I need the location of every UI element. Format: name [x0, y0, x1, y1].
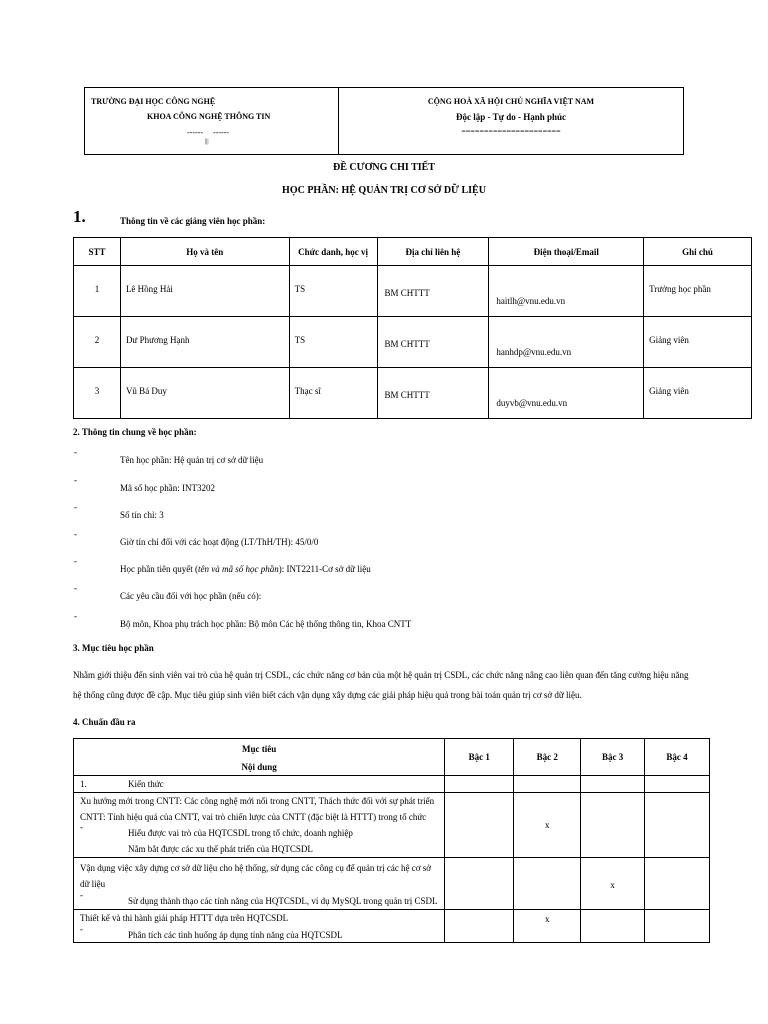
list-bullet: - — [74, 611, 77, 621]
list-bullet: - — [74, 447, 77, 457]
knowledge-label: Kiến thức — [128, 779, 164, 789]
prerequisite-italic: tên và mã số học phần — [197, 564, 279, 574]
prerequisite-prefix: Học phần tiên quyết ( — [120, 564, 198, 574]
prerequisite-item — [120, 564, 371, 574]
list-bullet: - — [80, 890, 83, 900]
level-header: Bậc 4 — [645, 739, 710, 776]
outcome-text: Thiết kế và thi hành giải pháp HTTT dựa trên HQTCSDL — [80, 913, 289, 923]
course-code-item: Mã số học phần: INT3202 — [120, 483, 215, 493]
row-stt: 2 — [94, 335, 100, 345]
outcome-sub-item: Phân tích các tình huống áp dụng tính năng của HQTCSDL — [128, 930, 343, 940]
document-title: ĐỀ CƯƠNG CHI TIẾT — [333, 162, 435, 173]
column-header: STT — [74, 238, 121, 266]
hours-item: Giờ tín chỉ đối với các hoạt động (LT/ThH/TH): 45/0/0 — [120, 537, 319, 547]
column-header: Họ và tên — [120, 238, 289, 266]
row-name: Vũ Bá Duy — [125, 386, 167, 396]
row-name: Dư Phương Hạnh — [125, 335, 190, 345]
level-header: Bậc 1 — [445, 739, 514, 776]
row-stt: 1 — [94, 284, 100, 294]
row-stt: 3 — [94, 386, 100, 396]
goal-header-text: Mục tiêu — [242, 744, 277, 754]
table-row — [74, 910, 710, 943]
list-bullet: - — [74, 475, 77, 485]
goal-content-header — [74, 739, 445, 776]
outcome-text: Xu hướng mới trong CNTT: Các công nghệ mới nổi trong CNTT, Thách thức đối với sự phát triển — [80, 796, 435, 806]
requirements-item: Các yêu cầu đối với học phần (nếu có): — [120, 591, 262, 601]
course-title: HỌC PHẦN: HỆ QUẢN TRỊ CƠ SỞ DỮ LIỆU — [282, 185, 486, 196]
objective-line-2: hệ thống cũng được đề cập. Mục tiêu giúp sinh viên biết cách vận dụng xây dựng các giải pháp hiệu quả trong bài toán quản trị cơ sở dữ liệu. — [73, 690, 582, 700]
row-name: Lê Hồng Hải — [125, 284, 173, 294]
level-mark: x — [544, 914, 550, 924]
learning-outcomes-table — [73, 738, 710, 943]
section-1-heading: Thông tin về các giảng viên học phần: — [120, 216, 266, 226]
row-note: Trưởng học phần — [649, 284, 711, 294]
header-dashes: ------ ------ — [187, 128, 229, 137]
row-title: TS — [294, 284, 306, 294]
department-item: Bộ môn, Khoa phụ trách học phần: Bộ môn Các hệ thống thông tin, Khoa CNTT — [120, 619, 412, 629]
table-header-row — [74, 238, 752, 266]
row-address: BM CHTTT — [384, 390, 430, 400]
column-header: Điện thoại/Email — [489, 238, 644, 266]
list-bullet: - — [74, 502, 77, 512]
objective-line-1: Nhằm giới thiệu đến sinh viên vai trò của hệ quản trị CSDL, các chức năng cơ bản của một hệ quản trị CSDL, các chức năng nâng cao liên quan đến tăng cường hiệu năng — [73, 670, 689, 680]
list-bullet: - — [80, 822, 83, 832]
list-bullet: - — [74, 583, 77, 593]
outcome-text: dữ liệu — [80, 879, 106, 889]
level-header: Bậc 3 — [581, 739, 645, 776]
column-header: Ghi chú — [644, 238, 752, 266]
national-motto: Độc lập - Tự do - Hạnh phúc — [455, 112, 566, 122]
content-header-text: Nội dung — [241, 762, 277, 772]
faculty-name: KHOA CÔNG NGHỆ THÔNG TIN — [147, 112, 271, 121]
outcome-text: CNTT: Tính hiệu quả của CNTT, vai trò chiến lược của CNTT (đặc biệt là HTTT) trong tổ chức — [80, 812, 427, 822]
knowledge-number: 1. — [80, 779, 87, 789]
section-2-heading: 2. Thông tin chung về học phần: — [73, 427, 197, 437]
column-header: Địa chỉ liên hệ — [377, 238, 489, 266]
level-header: Bậc 2 — [514, 739, 581, 776]
row-email: hanhdp@vnu.edu.vn — [496, 347, 572, 357]
table-header-row — [74, 739, 710, 776]
list-bullet: - — [74, 556, 77, 566]
list-bullet: - — [74, 529, 77, 539]
table-row — [74, 858, 710, 910]
table-row — [74, 793, 710, 858]
outcome-sub-item: Hiểu được vai trò của HQTCSDL trong tổ chức, doanh nghiệp — [128, 828, 353, 838]
row-address: BM CHTTT — [384, 288, 430, 298]
row-address: BM CHTTT — [384, 339, 430, 349]
row-note: Giảng viên — [649, 386, 689, 396]
row-title: TS — [294, 335, 306, 345]
outcome-sub-item: Nắm bắt được các xu thế phát triển của HQTCSDL — [128, 844, 313, 854]
table-row — [74, 368, 752, 419]
table-row — [74, 776, 710, 793]
table-row — [74, 266, 752, 317]
section-1-number: 1. — [73, 207, 86, 226]
row-email: haitlh@vnu.edu.vn — [496, 296, 566, 306]
row-title: Thạc sĩ — [294, 386, 321, 396]
level-mark: x — [544, 820, 550, 830]
outcome-sub-item: Sử dụng thành thạo các tính năng của HQTCSDL, ví dụ MySQL trong quản trị CSDL — [128, 896, 438, 906]
row-note: Giảng viên — [649, 335, 689, 345]
motto-separator: ====================== — [461, 127, 561, 136]
course-name-item: Tên học phần: Hệ quản trị cơ sở dữ liệu — [120, 455, 264, 465]
lecturer-table — [73, 237, 752, 419]
section-3-heading: 3. Mục tiêu học phần — [73, 643, 154, 653]
university-name: TRƯỜNG ĐẠI HỌC CÔNG NGHỆ — [91, 97, 216, 106]
header-small-mark: ||| — [205, 139, 209, 145]
table-row — [74, 317, 752, 368]
section-4-heading: 4. Chuẩn đầu ra — [73, 717, 136, 727]
list-bullet: - — [80, 924, 83, 934]
country-name: CỘNG HOÀ XÃ HỘI CHỦ NGHĨA VIỆT NAM — [427, 97, 595, 106]
document-header-box — [84, 87, 684, 155]
prerequisite-suffix: ): INT2211-Cơ sở dữ liệu — [278, 564, 371, 574]
column-header: Chức danh, học vị — [289, 238, 377, 266]
row-email: duyvb@vnu.edu.vn — [496, 398, 568, 408]
credits-item: Số tín chỉ: 3 — [120, 510, 164, 520]
outcome-text: Vận dụng việc xây dựng cơ sở dữ liệu cho hệ thống, sử dụng các công cụ để quản trị các hệ cơ sở — [80, 863, 432, 873]
level-mark: x — [610, 880, 615, 890]
